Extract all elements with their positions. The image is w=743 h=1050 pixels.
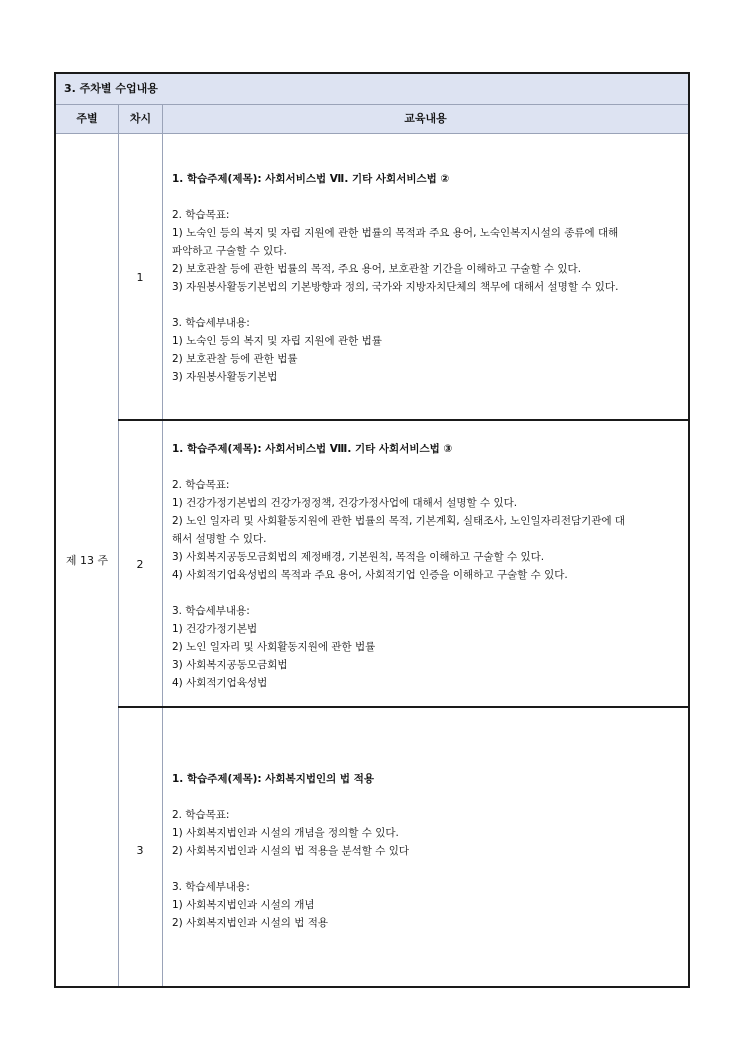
- session-number: 1: [136, 271, 144, 284]
- session-topic: 1. 학습주제(제목): 사회서비스법 Ⅷ. 기타 사회서비스법 ③: [172, 443, 453, 455]
- session-number: 2: [136, 558, 144, 571]
- detail-line: 1) 건강가정기본법: [172, 623, 258, 635]
- session-content: [172, 440, 692, 692]
- header-session: 차시: [119, 105, 162, 134]
- detail-line: 4) 사회적기업육성법: [172, 677, 268, 689]
- goal-line: 4) 사회적기업육성법의 목적과 주요 용어, 사회적기업 인증을 이해하고 구술할 수 있다.: [172, 569, 568, 581]
- goal-line: 파악하고 구술할 수 있다.: [172, 245, 287, 257]
- session-topic: 1. 학습주제(제목): 사회복지법인의 법 적용: [172, 773, 375, 785]
- header-content: 교육내용: [163, 105, 688, 134]
- detail-line: 2) 보호관찰 등에 관한 법률: [172, 353, 298, 365]
- goal-line: 3) 자원봉사활동기본법의 기본방향과 정의, 국가와 지방자치단체의 책무에 대해서 설명할 수 있다.: [172, 281, 619, 293]
- goal-line: 1) 건강가정기본법의 건강가정정책, 건강가정사업에 대해서 설명할 수 있다.: [172, 497, 518, 509]
- column-divider-session: [162, 105, 163, 986]
- detail-line: 2) 노인 일자리 및 사회활동지원에 관한 법률: [172, 641, 376, 653]
- detail-line: 2) 사회복지법인과 시설의 법 적용: [172, 917, 328, 929]
- session-number: 3: [136, 844, 144, 857]
- goals-heading: 2. 학습목표:: [172, 209, 230, 221]
- row-divider: [118, 419, 688, 421]
- detail-line: 3) 사회복지공동모금회법: [172, 659, 288, 671]
- header-week: 주별: [56, 105, 118, 134]
- session-content: [172, 770, 692, 932]
- week-label: 제 13 주: [65, 554, 109, 567]
- session-content: [172, 170, 692, 386]
- weekly-plan-table: [54, 72, 690, 988]
- session-topic: 1. 학습주제(제목): 사회서비스법 Ⅶ. 기타 사회서비스법 ②: [172, 173, 450, 185]
- goals-heading: 2. 학습목표:: [172, 809, 230, 821]
- section-title: 3. 주차별 수업내용: [56, 74, 688, 105]
- goals-heading: 2. 학습목표:: [172, 479, 230, 491]
- detail-line: 1) 노숙인 등의 복지 및 자립 지원에 관한 법률: [172, 335, 382, 347]
- goal-line: 해서 설명할 수 있다.: [172, 533, 267, 545]
- details-heading: 3. 학습세부내용:: [172, 605, 250, 617]
- goal-line: 1) 사회복지법인과 시설의 개념을 정의할 수 있다.: [172, 827, 399, 839]
- row-divider: [118, 706, 688, 708]
- detail-line: 3) 자원봉사활동기본법: [172, 371, 278, 383]
- detail-line: 1) 사회복지법인과 시설의 개념: [172, 899, 315, 911]
- goal-line: 1) 노숙인 등의 복지 및 자립 지원에 관한 법률의 목적과 주요 용어, 노숙인복지시설의 종류에 대해: [172, 227, 619, 239]
- details-heading: 3. 학습세부내용:: [172, 881, 250, 893]
- goal-line: 2) 보호관찰 등에 관한 법률의 목적, 주요 용어, 보호관찰 기간을 이해하고 구술할 수 있다.: [172, 263, 582, 275]
- goal-line: 2) 노인 일자리 및 사회활동지원에 관한 법률의 목적, 기본계획, 실태조사, 노인일자리전담기관에 대: [172, 515, 626, 527]
- goal-line: 3) 사회복지공동모금회법의 제정배경, 기본원칙, 목적을 이해하고 구술할 수 있다.: [172, 551, 545, 563]
- goal-line: 2) 사회복지법인과 시설의 법 적용을 분석할 수 있다: [172, 845, 409, 857]
- details-heading: 3. 학습세부내용:: [172, 317, 250, 329]
